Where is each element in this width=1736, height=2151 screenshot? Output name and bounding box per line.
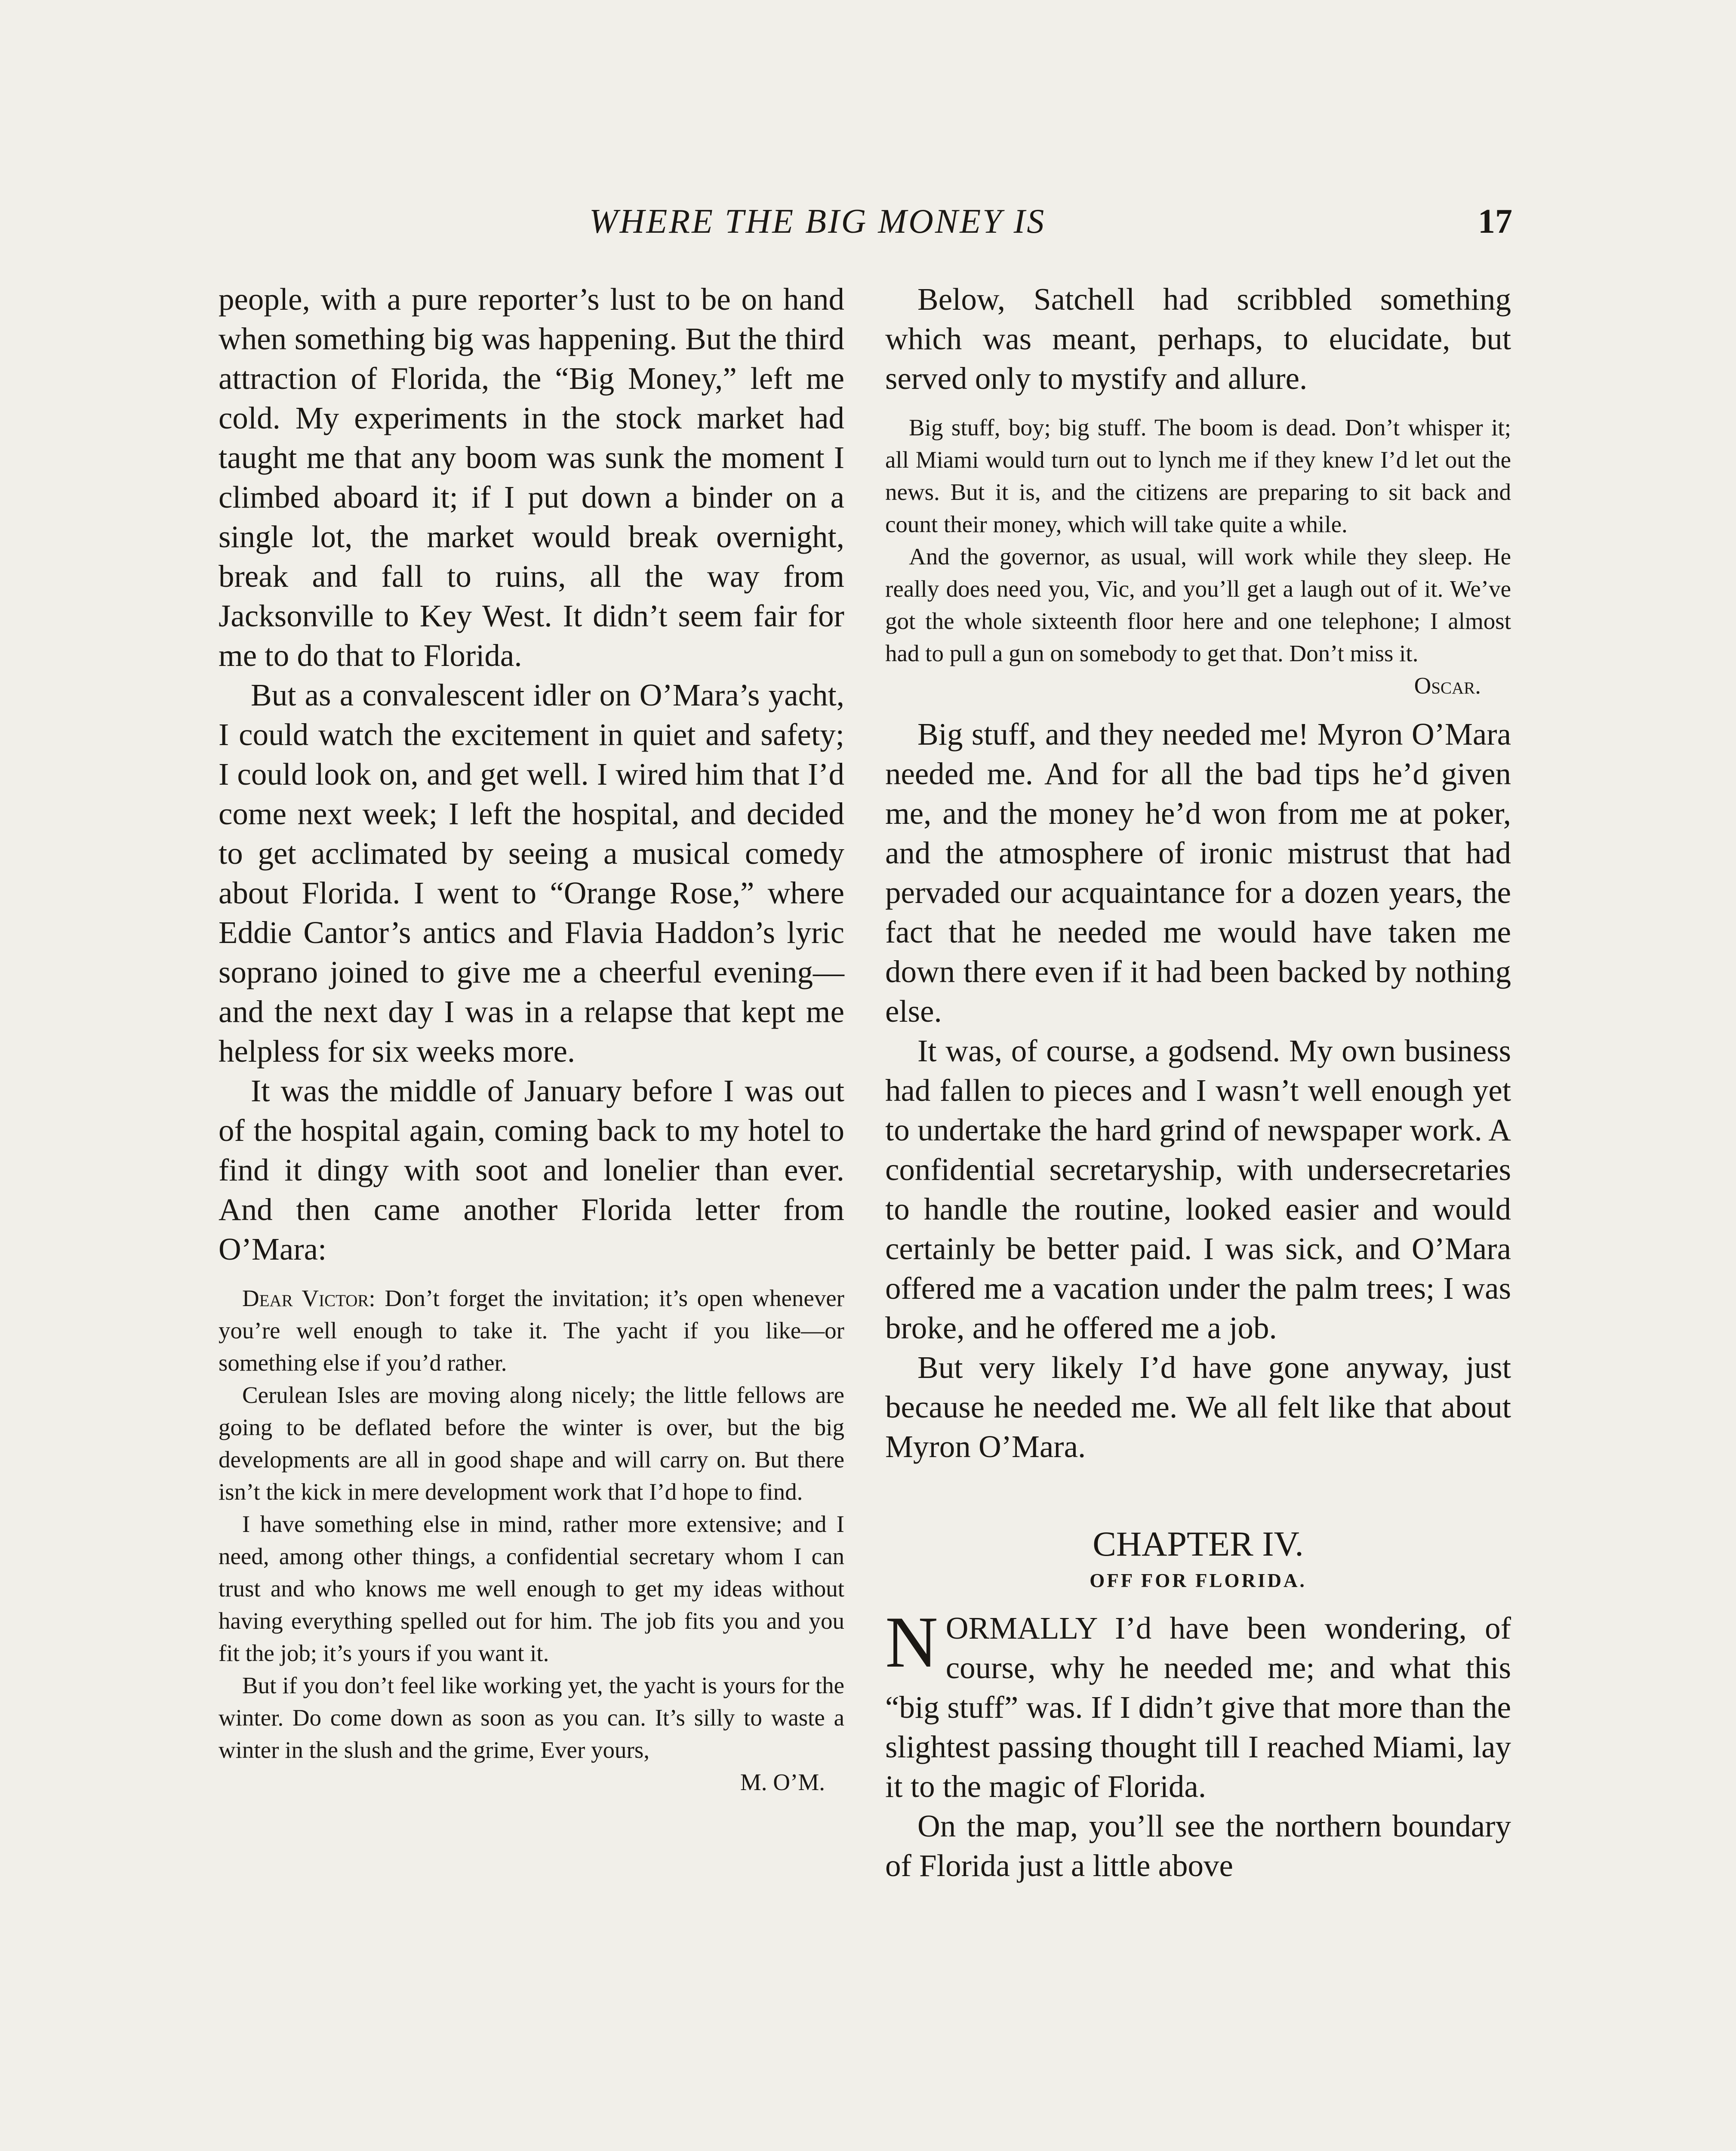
letter-block xyxy=(219,1282,844,1798)
paragraph: Below, Satchell had scribbled something which was meant, perhaps, to elucidate, but served only to mystify and allure. xyxy=(885,282,1511,396)
paragraph-text: ORMALLY I’d have been wondering, of course, why he needed me; and what this “big stuff” was. If I didn’t give that more than the slightest passing thought till I reached Miami, lay it to the magic of Florida. xyxy=(885,1611,1511,1804)
note-paragraph: Big stuff, boy; big stuff. The boom is dead. Don’t whisper it; all Miami would turn out to lynch me if they knew I’d let out the news. But it is, and the citizens are preparing to sit back and count their money, which will take quite a while. xyxy=(885,414,1511,537)
note-paragraph: And the governor, as usual, will work while they sleep. He really does need you, Vic, and you’ll get a laugh out of it. We’ve got the whole sixteenth floor here and one telephone; I almost had to pull a gun on somebody to get that. Don’t miss it. xyxy=(885,543,1511,666)
drop-cap: N xyxy=(885,1602,938,1683)
running-head: WHERE THE BIG MONEY IS xyxy=(589,203,1046,240)
paragraph: On the map, you’ll see the northern boundary of Florida just a little above xyxy=(885,1809,1511,1883)
letter-text: Don’t forget the invitation; it’s open whenever you’re well enough to take it. The yacht if you like—or something else if you’d rather. xyxy=(219,1285,844,1376)
paragraph: people, with a pure reporter’s lust to be on hand when something big was happening. But the third attraction of Florida, the “Big Money,” left me cold. My experiments in the stock market had taught me that any boom was sunk the moment I climbed aboard it; if I put down a binder on a single lot, the market would break overnight, break and fall to ruins, all the way from Jacksonville to Key West. It didn’t seem fair for me to do that to Florida. xyxy=(219,282,844,673)
note-block xyxy=(885,411,1511,702)
note-signature: Oscar. xyxy=(1414,672,1481,699)
paragraph: Big stuff, and they needed me! Myron O’Mara needed me. And for all the bad tips he’d given me, and the money he’d won from me at poker, and the atmosphere of ironic mistrust that had pervaded our acquaintance for a dozen years, the fact that he needed me would have taken me down there even if it had been backed by nothing else. xyxy=(885,717,1511,1029)
chapter-title: CHAPTER IV. xyxy=(1093,1524,1304,1563)
chapter-subtitle: OFF FOR FLORIDA. xyxy=(1090,1570,1307,1591)
paragraph: It was the middle of January before I was out of the hospital again, coming back to my hotel to find it dingy with soot and lonelier than ever. And then came another Florida letter from O’Mara: xyxy=(219,1073,844,1267)
letter-salutation: Dear Victor: xyxy=(242,1285,376,1311)
letter-paragraph: Cerulean Isles are moving along nicely; the little fellows are going to be deflated before the winter is over, but the big developments are all in good shape and will carry on. But there isn’t the kick in mere development work that I’d hope to find. xyxy=(219,1382,844,1505)
paragraph: But as a convalescent idler on O’Mara’s yacht, I could watch the excitement in quiet and safety; I could look on, and get well. I wired him that I’d come next week; I left the hospital, and decided to get acclimated by seeing a musical comedy about Florida. I went to “Orange Rose,” where Eddie Cantor’s antics and Flavia Haddon’s lyric soprano joined to give me a cheerful evening—and the next day I was in a relapse that kept me helpless for six weeks more. xyxy=(219,678,844,1069)
page-number: 17 xyxy=(1478,203,1512,240)
paragraph: But very likely I’d have gone anyway, just because he needed me. We all felt like that about Myron O’Mara. xyxy=(885,1350,1511,1464)
letter-paragraph xyxy=(219,1282,844,1379)
paragraph: It was, of course, a godsend. My own business had fallen to pieces and I wasn’t well enough yet to undertake the hard grind of newspaper work. A confidential secretaryship, with undersecretaries to handle the routine, looked easier and would certainly be better paid. I was sick, and O’Mara offered me a vacation under the palm trees; I was broke, and he offered me a job. xyxy=(885,1033,1511,1345)
left-column xyxy=(219,280,844,1811)
page-header xyxy=(0,202,1736,258)
letter-paragraph: I have something else in mind, rather more extensive; and I need, among other things, a confidential secretary whom I can trust and who knows me well enough to get my ideas without having everything spelled out for him. The job fits you and you fit the job; it’s yours if you want it. xyxy=(219,1511,844,1666)
right-column xyxy=(885,280,1511,1886)
letter-paragraph: But if you don’t feel like working yet, the yacht is yours for the winter. Do come down as soon as you can. It’s silly to waste a winter in the slush and the grime, Ever yours, xyxy=(219,1672,844,1763)
letter-signature: M. O’M. xyxy=(740,1769,825,1795)
paragraph xyxy=(885,1602,1511,1806)
